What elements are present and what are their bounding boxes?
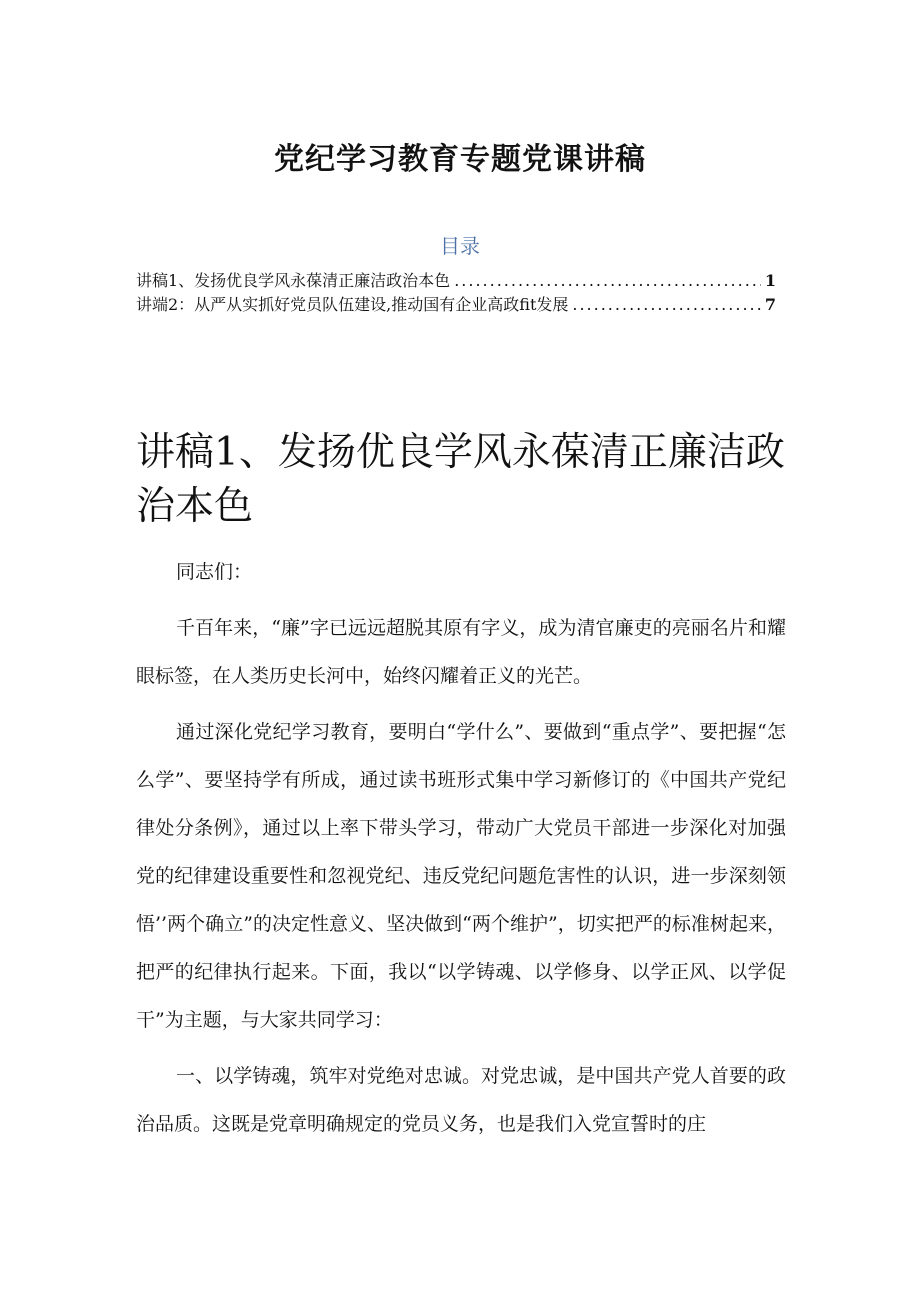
body-paragraph: 通过深化党纪学习教育，要明白“学什么”、要做到“重点学”、要把握“怎么学”、要坚持学有所成，通过读书班形式集中学习新修订的《中国共产党纪律处分条例》，通过以上率下带头学习，带动广大党员干部进一步深化对加强党的纪律建设重要性和忽视党纪、违反党纪问题危害性的认识，进一步深刻领悟’’两个确立”的决定性意义、坚决做到“两个维护”，切实把严的标准树起来，把严的纪律执行起来。下面，我以“以学铸魂、以学修身、以学正风、以学促干”为主题，与大家共同学习： [136, 721, 786, 1031]
toc-leader-dots [454, 271, 761, 290]
toc-heading: 目录 [440, 234, 480, 258]
toc-item[interactable] [136, 268, 776, 292]
toc-item-text: 讲端2：从严从实抓好党员队伍建设,推动国有企业高政fit发展 [136, 295, 569, 314]
body-paragraph: 千百年来，“廉”字已远远超脱其原有字义，成为清官廉吏的亮丽名片和耀眼标签，在人类历史长河中，始终闪耀着正义的光芒。 [136, 617, 786, 687]
toc-leader-dots [572, 295, 760, 314]
body-paragraph: 一、以学铸魂，筑牢对党绝对忠诚。对党忠诚，是中国共产党人首要的政治品质。这既是党章明确规定的党员义务，也是我们入党宣誓时的庄 [136, 1065, 786, 1135]
document-title: 党纪学习教育专题党课讲稿 [274, 142, 646, 177]
toc-item[interactable] [136, 292, 776, 316]
section-heading: 讲稿1、发扬优良学风永葆清正廉洁政治本色 [136, 430, 785, 529]
toc-item-page: 7 [764, 295, 776, 314]
table-of-contents [136, 268, 776, 316]
document-body [136, 548, 786, 1148]
salutation: 同志们： [176, 561, 253, 583]
toc-item-text: 讲稿1、发扬优良学风永葆清正廉洁政治本色 [136, 271, 451, 290]
toc-item-page: 1 [764, 271, 776, 290]
